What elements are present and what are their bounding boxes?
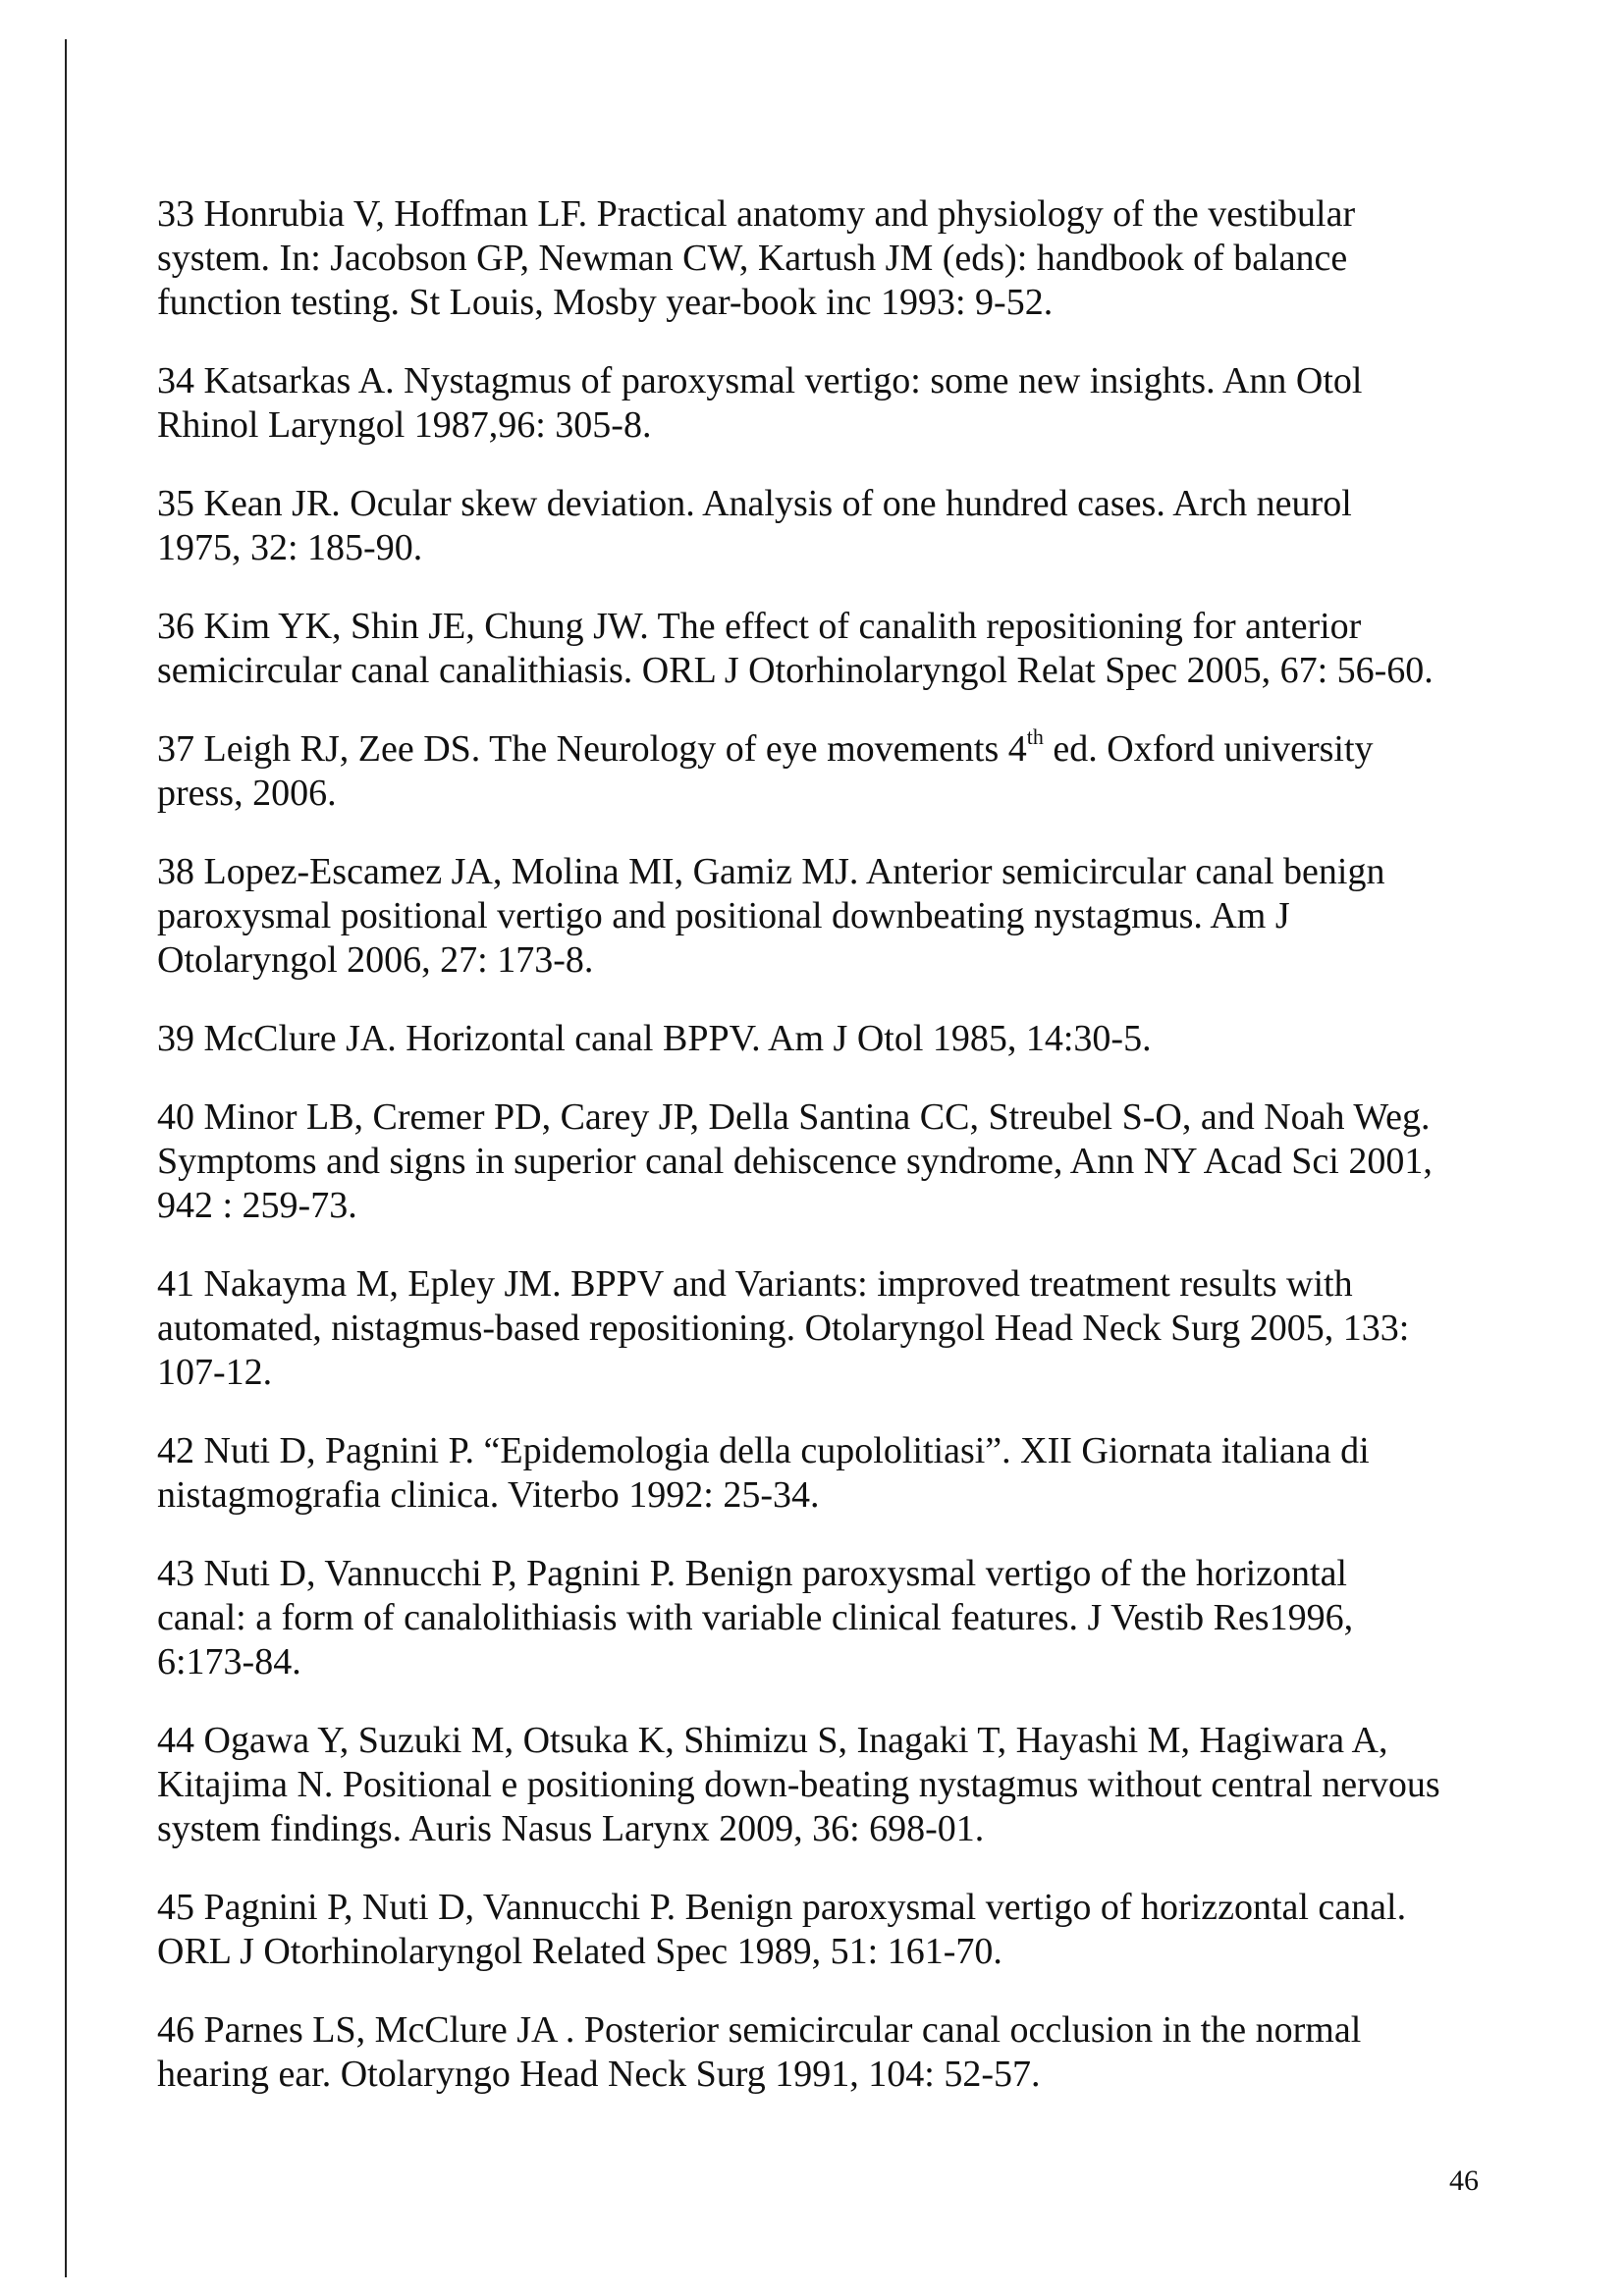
reference-line: canal: a form of canalolithiasis with variable clinical features. J Vestib Res1996,	[157, 1597, 1354, 1638]
reference-item-41	[157, 1262, 1532, 1395]
reference-item-46	[157, 2008, 1532, 2097]
reference-item-42	[157, 1429, 1532, 1518]
reference-item-36	[157, 605, 1532, 693]
reference-line: 45 Pagnini P, Nuti D, Vannucchi P. Benign paroxysmal vertigo of horizzontal canal.	[157, 1887, 1407, 1928]
reference-line: function testing. St Louis, Mosby year-book inc 1993: 9-52.	[157, 282, 1054, 323]
reference-line: Rhinol Laryngol 1987,96: 305-8.	[157, 404, 652, 446]
reference-item-43	[157, 1552, 1532, 1684]
reference-line: 33 Honrubia V, Hoffman LF. Practical anatomy and physiology of the vestibular	[157, 193, 1356, 235]
reference-line: system. In: Jacobson GP, Newman CW, Kartush JM (eds): handbook of balance	[157, 238, 1348, 279]
reference-line: 42 Nuti D, Pagnini P. “Epidemologia della cupololitiasi”. XII Giornata italiana di	[157, 1430, 1370, 1471]
reference-line: 36 Kim YK, Shin JE, Chung JW. The effect of canalith repositioning for anterior	[157, 606, 1362, 647]
reference-line: paroxysmal positional vertigo and positional downbeating nystagmus. Am J	[157, 895, 1290, 936]
reference-line: 43 Nuti D, Vannucchi P, Pagnini P. Benign paroxysmal vertigo of the horizontal	[157, 1553, 1347, 1594]
reference-item-45	[157, 1886, 1532, 1974]
left-margin-rule	[65, 39, 67, 2277]
reference-line: ORL J Otorhinolaryngol Related Spec 1989, 51: 161-70.	[157, 1931, 1002, 1972]
reference-line: 44 Ogawa Y, Suzuki M, Otsuka K, Shimizu S, Inagaki T, Hayashi M, Hagiwara A,	[157, 1720, 1388, 1761]
reference-item-33	[157, 192, 1532, 325]
reference-line: 942 : 259-73.	[157, 1185, 357, 1226]
reference-line: 35 Kean JR. Ocular skew deviation. Analysis of one hundred cases. Arch neurol	[157, 483, 1352, 524]
reference-line: 39 McClure JA. Horizontal canal BPPV. Am J Otol 1985, 14:30-5.	[157, 1018, 1152, 1059]
reference-line: 6:173-84.	[157, 1641, 301, 1682]
reference-line: 41 Nakayma M, Epley JM. BPPV and Variants: improved treatment results with	[157, 1263, 1353, 1305]
reference-item-37	[157, 724, 1532, 816]
reference-item-40	[157, 1095, 1532, 1228]
reference-item-39	[157, 1017, 1532, 1061]
reference-line: 34 Katsarkas A. Nystagmus of paroxysmal vertigo: some new insights. Ann Otol	[157, 360, 1363, 401]
reference-list	[157, 192, 1532, 2131]
reference-item-38	[157, 850, 1532, 983]
reference-line: Kitajima N. Positional e positioning down-beating nystagmus without central nervous	[157, 1764, 1440, 1805]
reference-item-35	[157, 482, 1532, 570]
reference-line: nistagmografia clinica. Viterbo 1992: 25-34.	[157, 1474, 820, 1516]
reference-line: hearing ear. Otolaryngo Head Neck Surg 1991, 104: 52-57.	[157, 2054, 1041, 2095]
reference-line: 1975, 32: 185-90.	[157, 527, 423, 568]
reference-line: 40 Minor LB, Cremer PD, Carey JP, Della Santina CC, Streubel S-O, and Noah Weg.	[157, 1096, 1431, 1138]
superscript-ordinal: th	[1026, 724, 1044, 749]
reference-item-44	[157, 1719, 1532, 1851]
page-number: 46	[1449, 2164, 1479, 2197]
reference-line: semicircular canal canalithiasis. ORL J Otorhinolaryngol Relat Spec 2005, 67: 56-60.	[157, 650, 1434, 691]
reference-line: 46 Parnes LS, McClure JA . Posterior semicircular canal occlusion in the normal	[157, 2009, 1362, 2051]
reference-text: ed. Oxford university	[1043, 728, 1374, 770]
reference-text: 37 Leigh RJ, Zee DS. The Neurology of eye movements 4	[157, 728, 1027, 770]
reference-line: Otolaryngol 2006, 27: 173-8.	[157, 939, 594, 981]
reference-line: Symptoms and signs in superior canal dehiscence syndrome, Ann NY Acad Sci 2001,	[157, 1141, 1433, 1182]
reference-line: system findings. Auris Nasus Larynx 2009, 36: 698-01.	[157, 1808, 985, 1849]
reference-line: automated, nistagmus-based repositioning. Otolaryngol Head Neck Surg 2005, 133:	[157, 1308, 1410, 1349]
reference-line	[157, 724, 1532, 772]
reference-line: press, 2006.	[157, 773, 337, 814]
reference-line: 38 Lopez-Escamez JA, Molina MI, Gamiz MJ. Anterior semicircular canal benign	[157, 851, 1385, 892]
reference-line: 107-12.	[157, 1352, 273, 1393]
reference-item-34	[157, 359, 1532, 448]
